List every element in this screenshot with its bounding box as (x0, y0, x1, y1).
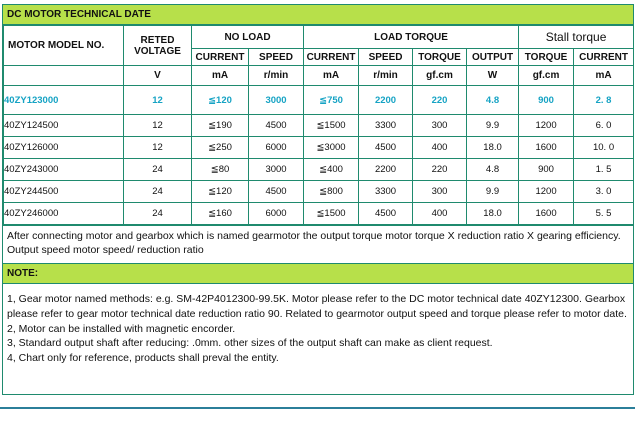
header-lt-current: CURRENT (304, 49, 359, 66)
table-row (4, 115, 634, 137)
cell-nl-current: ≦80 (192, 159, 249, 181)
cell-nl-current: ≦250 (192, 137, 249, 159)
cell-voltage: 12 (124, 137, 192, 159)
note-item: 2, Motor can be installed with magnetic encorder. (7, 322, 236, 335)
note-item: 1, Gear motor named methods: e.g. SM-42P4012300-99.5K. Motor please refer to the DC motor technical date 40ZY12300. Gearbox please refer to gear motor technical date reduction ratio 90. Related to gearmotor output speed and torque please refer to motor date. (7, 293, 627, 320)
table-row (4, 181, 634, 203)
header-lt-torque: TORQUE (413, 49, 467, 66)
cell-model: 40ZY246000 (4, 203, 124, 225)
cell-lt-torque: 220 (413, 159, 467, 181)
unit-nl-speed: r/min (249, 66, 304, 86)
header-lt-speed: SPEED (359, 49, 413, 66)
spec-table (3, 25, 634, 225)
cell-lt-current: ≦1500 (304, 115, 359, 137)
note-heading: NOTE: (3, 263, 633, 284)
cell-lt-torque: 400 (413, 137, 467, 159)
cell-lt-speed: 3300 (359, 115, 413, 137)
cell-lt-output: 4.8 (467, 86, 519, 115)
header-no-load: NO LOAD (192, 26, 304, 49)
unit-model-blank (4, 66, 124, 86)
bottom-divider (0, 407, 635, 409)
cell-nl-speed: 3000 (249, 159, 304, 181)
unit-lt-output: W (467, 66, 519, 86)
cell-lt-output: 4.8 (467, 159, 519, 181)
cell-st-current: 6. 0 (574, 115, 634, 137)
gearmotor-note: After connecting motor and gearbox which is named gearmotor the output torque motor torque X reduction ratio X gearing efficiency. Output speed motor speed/ reduction ratio (3, 225, 633, 263)
cell-st-torque: 1200 (519, 181, 574, 203)
cell-nl-current: ≦160 (192, 203, 249, 225)
cell-model: 40ZY123000 (4, 86, 124, 115)
cell-lt-torque: 400 (413, 203, 467, 225)
cell-nl-current: ≦190 (192, 115, 249, 137)
cell-lt-output: 9.9 (467, 115, 519, 137)
cell-st-current: 5. 5 (574, 203, 634, 225)
cell-st-torque: 1200 (519, 115, 574, 137)
technical-data-panel (2, 4, 634, 395)
cell-st-torque: 900 (519, 86, 574, 115)
cell-st-torque: 900 (519, 159, 574, 181)
table-row (4, 159, 634, 181)
cell-lt-speed: 2200 (359, 159, 413, 181)
cell-lt-output: 18.0 (467, 137, 519, 159)
cell-nl-current: ≦120 (192, 86, 249, 115)
cell-st-current: 10. 0 (574, 137, 634, 159)
table-row (4, 137, 634, 159)
notes-list (3, 284, 633, 394)
cell-lt-torque: 300 (413, 115, 467, 137)
cell-st-current: 3. 0 (574, 181, 634, 203)
cell-lt-output: 9.9 (467, 181, 519, 203)
page-title: DC MOTOR TECHNICAL DATE (3, 5, 633, 25)
header-nl-current: CURRENT (192, 49, 249, 66)
cell-lt-speed: 4500 (359, 203, 413, 225)
cell-nl-speed: 4500 (249, 181, 304, 203)
unit-voltage: V (124, 66, 192, 86)
cell-voltage: 12 (124, 86, 192, 115)
cell-lt-speed: 4500 (359, 137, 413, 159)
cell-nl-speed: 6000 (249, 137, 304, 159)
cell-lt-current: ≦1500 (304, 203, 359, 225)
cell-st-torque: 1600 (519, 137, 574, 159)
note-item: 4, Chart only for reference, products shall preval the entity. (7, 352, 279, 365)
header-voltage: RETED VOLTAGE (124, 26, 192, 66)
cell-model: 40ZY243000 (4, 159, 124, 181)
cell-lt-torque: 220 (413, 86, 467, 115)
unit-lt-speed: r/min (359, 66, 413, 86)
unit-nl-current: mA (192, 66, 249, 86)
cell-lt-current: ≦800 (304, 181, 359, 203)
unit-lt-current: mA (304, 66, 359, 86)
table-row (4, 203, 634, 225)
cell-model: 40ZY124500 (4, 115, 124, 137)
header-lt-output: OUTPUT (467, 49, 519, 66)
cell-nl-speed: 4500 (249, 115, 304, 137)
header-st-current: CURRENT (574, 49, 634, 66)
cell-lt-current: ≦750 (304, 86, 359, 115)
header-nl-speed: SPEED (249, 49, 304, 66)
cell-model: 40ZY244500 (4, 181, 124, 203)
cell-voltage: 24 (124, 159, 192, 181)
header-st-torque: TORQUE (519, 49, 574, 66)
cell-st-torque: 1600 (519, 203, 574, 225)
cell-lt-torque: 300 (413, 181, 467, 203)
table-row (4, 86, 634, 115)
cell-voltage: 24 (124, 181, 192, 203)
unit-st-torque: gf.cm (519, 66, 574, 86)
unit-lt-torque: gf.cm (413, 66, 467, 86)
header-stall-torque: Stall torque (519, 26, 634, 49)
cell-lt-speed: 3300 (359, 181, 413, 203)
cell-model: 40ZY126000 (4, 137, 124, 159)
note-item: 3, Standard output shaft after reducing: .0mm. other sizes of the output shaft can make as client request. (7, 337, 493, 350)
header-load-torque: LOAD TORQUE (304, 26, 519, 49)
cell-nl-speed: 3000 (249, 86, 304, 115)
cell-st-current: 1. 5 (574, 159, 634, 181)
cell-lt-current: ≦3000 (304, 137, 359, 159)
unit-st-current: mA (574, 66, 634, 86)
cell-nl-speed: 6000 (249, 203, 304, 225)
cell-lt-output: 18.0 (467, 203, 519, 225)
cell-st-current: 2. 8 (574, 86, 634, 115)
cell-voltage: 24 (124, 203, 192, 225)
header-model: MOTOR MODEL NO. (4, 26, 124, 66)
cell-nl-current: ≦120 (192, 181, 249, 203)
cell-lt-speed: 2200 (359, 86, 413, 115)
cell-lt-current: ≦400 (304, 159, 359, 181)
cell-voltage: 12 (124, 115, 192, 137)
